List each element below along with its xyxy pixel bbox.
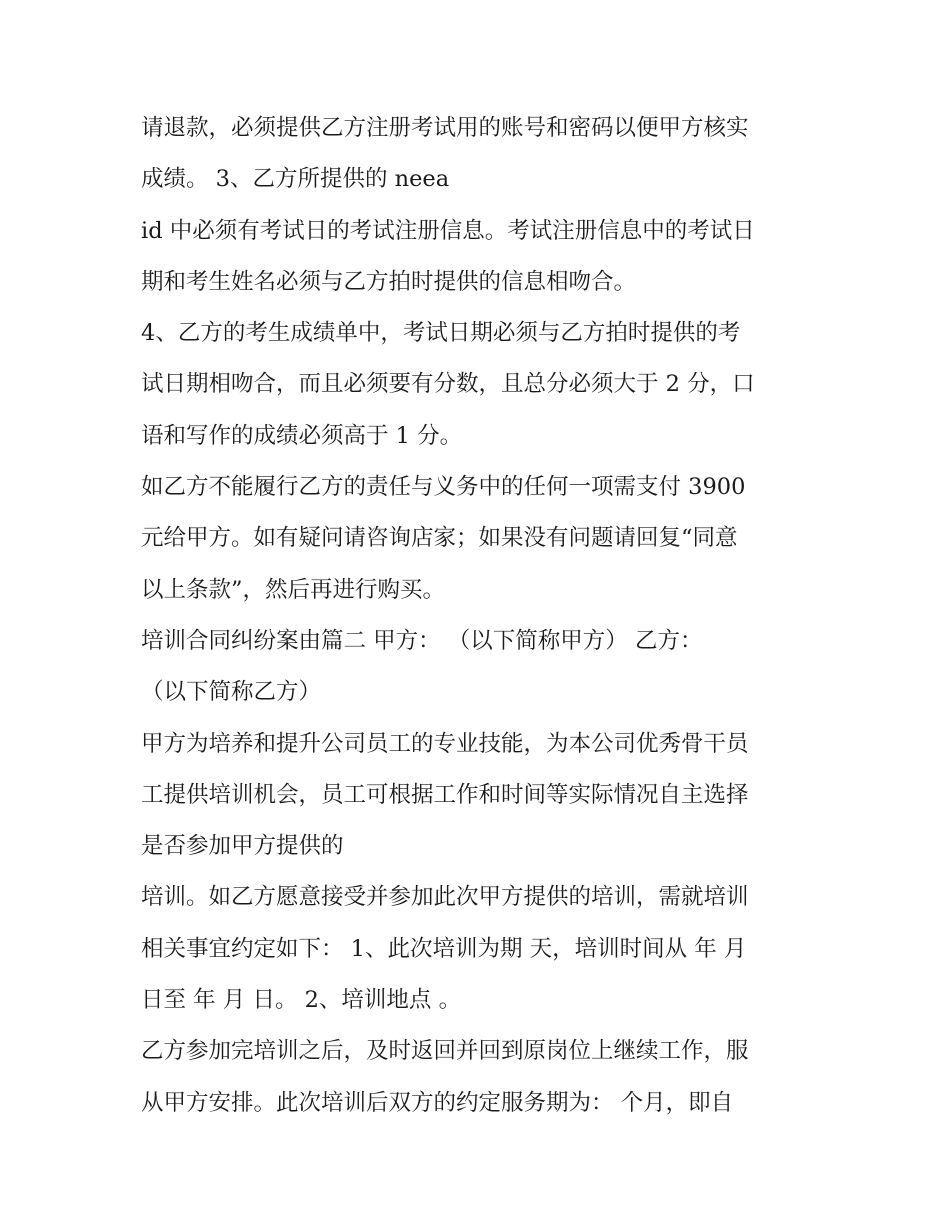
text-line: 相关事宜约定如下： 1、此次培训为期 天，培训时间从 年 月: [141, 935, 747, 962]
text-line: 日至 年 月 日。 2、培训地点 。: [141, 987, 462, 1014]
text-line: 如乙方不能履行乙方的责任与义务中的任何一项需支付 3900: [141, 474, 746, 501]
text-line: 期和考生姓名必须与乙方拍时提供的信息相吻合。: [141, 268, 637, 295]
text-line: 培训合同纠纷案由篇二 甲方： （以下简称甲方） 乙方：: [141, 627, 703, 654]
text-line: 乙方参加完培训之后，及时返回并回到原岗位上继续工作，服: [141, 1038, 749, 1065]
text-line: 请退款，必须提供乙方注册考试用的账号和密码以便甲方核实: [141, 115, 749, 141]
text-line: 从甲方安排。此次培训后双方的约定服务期为： 个月，即自: [141, 1089, 734, 1116]
text-line: 语和写作的成绩必须高于 1 分。: [141, 422, 463, 449]
text-line: 培训。如乙方愿意接受并参加此次甲方提供的培训，需就培训: [141, 884, 749, 911]
text-line: 甲方为培养和提升公司员工的专业技能，为本公司优秀骨干员: [141, 730, 749, 757]
text-line: id 中必须有考试日的考试注册信息。考试注册信息中的考试日: [141, 217, 755, 244]
text-line: 4、乙方的考生成绩单中，考试日期必须与乙方拍时提供的考: [141, 320, 741, 347]
text-line: 元给甲方。如有疑问请咨询店家；如果没有问题请回复“同意: [141, 525, 738, 552]
text-line: 是否参加甲方提供的: [141, 833, 344, 860]
text-line: 试日期相吻合，而且必须要有分数，且总分必须大于 2 分，口: [141, 371, 755, 398]
text-line: 工提供培训机会，员工可根据工作和时间等实际情况自主选择: [141, 781, 749, 808]
text-line: 以上条款”，然后再进行购买。: [141, 576, 446, 603]
text-line: （以下简称乙方）: [141, 679, 322, 706]
text-line: 成绩。 3、乙方所提供的 neea: [141, 166, 450, 193]
document-body: [141, 103, 821, 1129]
